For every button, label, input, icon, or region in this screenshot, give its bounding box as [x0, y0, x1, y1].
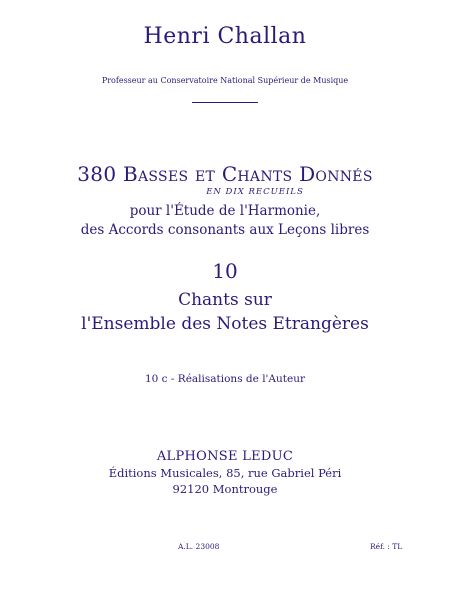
- volume-title-line2: l'Ensemble des Notes Etrangères: [81, 314, 369, 334]
- volume-title-line1: Chants sur: [178, 290, 272, 310]
- work-purpose-line1: pour l'Étude de l'Harmonie,: [129, 203, 321, 219]
- work-subtitle: EN DIX RECUEILS: [206, 187, 304, 197]
- work-title: 380 Basses et Chants Donnés: [77, 162, 373, 186]
- work-purpose-line2: des Accords consonants aux Leçons libres: [80, 222, 370, 238]
- catalog-number: A.L. 23008: [178, 542, 220, 551]
- divider-rule: [192, 102, 258, 103]
- publisher-address: Éditions Musicales, 85, rue Gabriel Péri: [108, 466, 342, 480]
- volume-part: 10 c - Réalisations de l'Auteur: [144, 373, 305, 385]
- volume-number: 10: [212, 259, 238, 283]
- author-name: Henri Challan: [143, 24, 307, 49]
- reference-code: Réf. : TL: [370, 542, 403, 551]
- publisher-name: ALPHONSE LEDUC: [156, 449, 294, 464]
- author-title: Professeur au Conservatoire National Supérieur de Musique: [101, 76, 349, 85]
- publisher-city: 92120 Montrouge: [172, 482, 278, 496]
